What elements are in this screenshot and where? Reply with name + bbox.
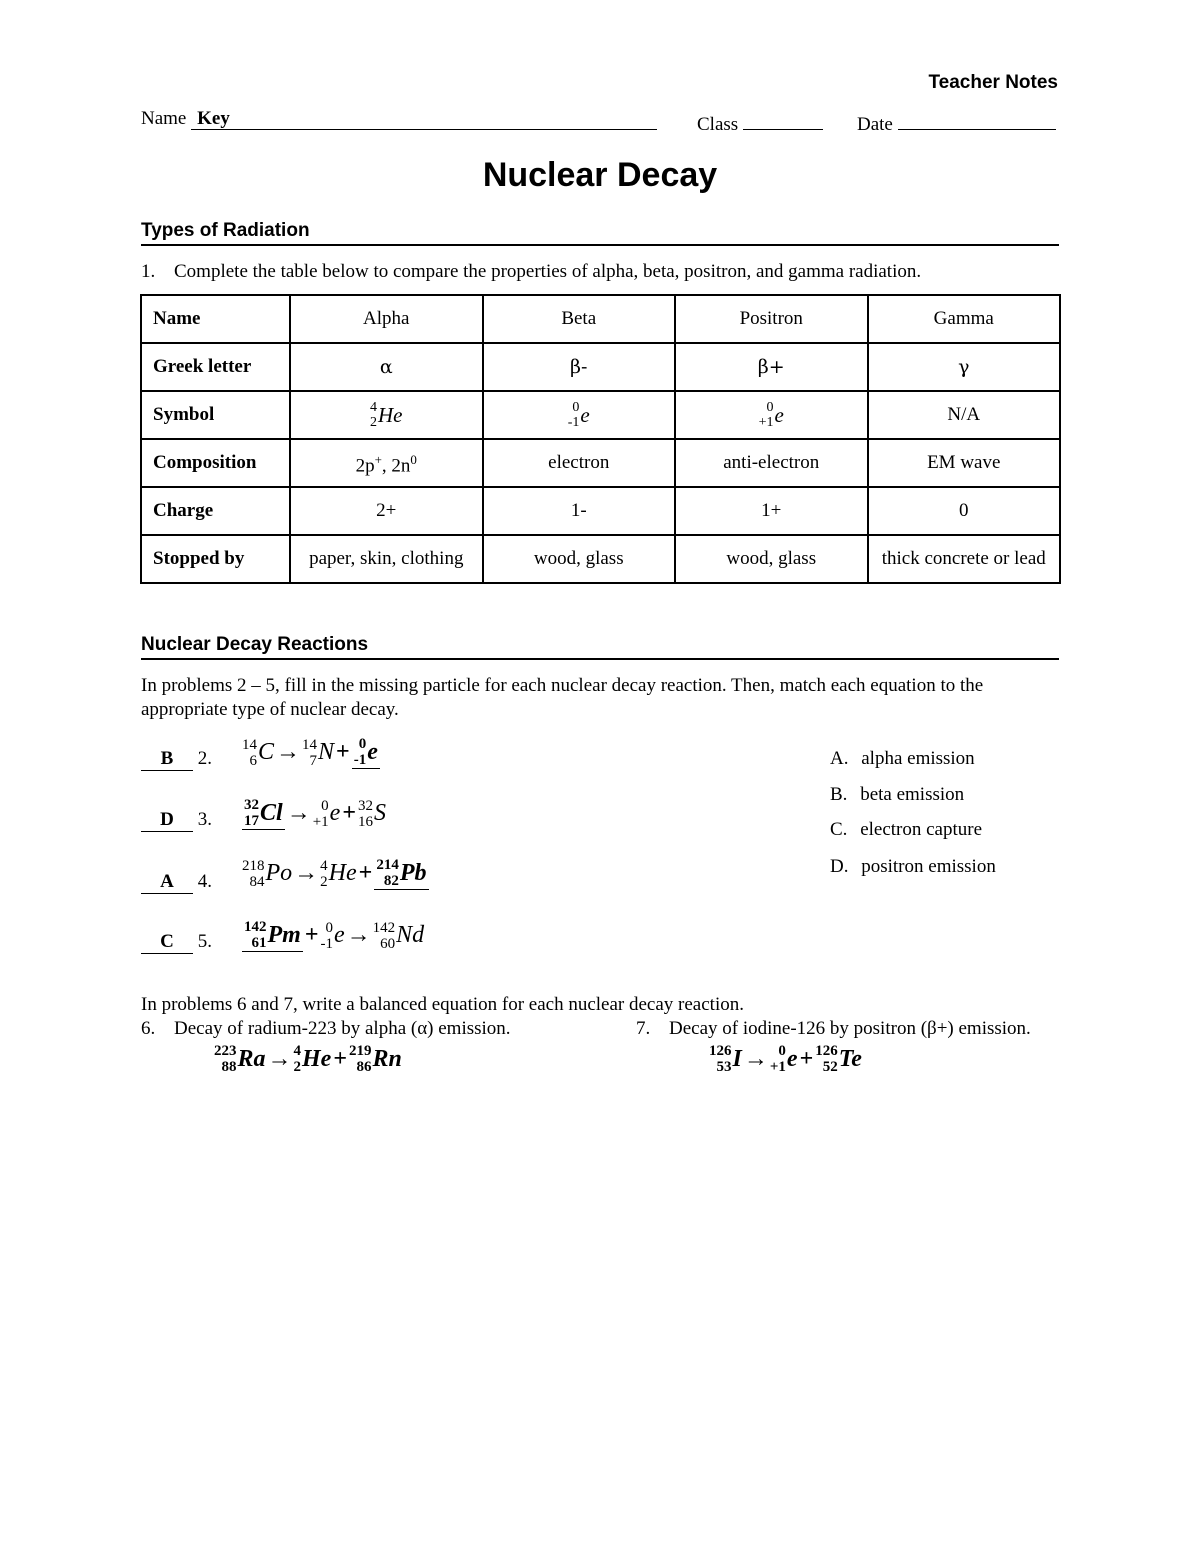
teacher-notes-label: Teacher Notes [928,72,1058,93]
class-field [697,108,823,136]
answer-blank [352,736,380,769]
eq7-product-numbers [815,1043,838,1075]
choice-b [830,784,964,806]
problem-4-answer[interactable]: A [141,871,193,894]
class-label: Class [697,114,739,135]
name-value: Key [197,108,230,129]
table-cell: Positron [675,295,868,343]
eq6-product-symbol: Rn [372,1045,402,1072]
eq6-particle-mass-number: 4 [293,1043,302,1059]
table-row [141,343,1060,391]
lead-214-numbers [376,857,399,889]
eq7-particle-nuclide [770,1043,798,1075]
table-cell: anti-electron [675,439,868,487]
name-input[interactable] [191,108,657,130]
electron-nuclide [321,920,345,952]
composition-protons-charge: + [374,451,382,467]
eq6-product-nuclide [349,1043,402,1075]
symbol-alpha-symbol: He [378,403,403,427]
table-cell: EM wave [868,439,1061,487]
row-header: Composition [141,439,290,487]
helium-4-nuclide [320,858,356,890]
problem-4-number: 4. [197,871,212,892]
question-6-number: 6. [141,1018,156,1039]
chlorine-32-atomic-number: 17 [244,813,259,829]
lead-214-symbol: Pb [399,859,427,886]
eq6-product-atomic-number: 86 [356,1059,372,1075]
question-7 [636,1017,1031,1041]
question-1-number: 1. [141,261,156,282]
equation-5 [242,919,424,952]
choice-d-letter: D. [830,856,849,877]
lead-214-atomic-number: 82 [383,873,399,889]
nitrogen-14-numbers [302,737,317,769]
nitrogen-14-mass-number: 14 [302,736,318,753]
table-cell: Alpha [290,295,483,343]
positron-mass-number: 0 [321,797,329,814]
row-header: Stopped by [141,535,290,583]
eq7-particle-atomic-number: +1 [769,1059,786,1075]
eq6-reactant-mass-number: 223 [214,1043,237,1059]
symbol-positron-nuclide [759,400,784,430]
composition-neutrons-charge: 0 [410,451,417,467]
choice-c [830,819,982,841]
answer-blank [374,857,428,890]
section-heading-types: Types of Radiation [141,220,1059,246]
electron-atomic-number: -1 [320,935,334,952]
eq7-reactant-symbol: I [732,1045,742,1072]
table-cell: 1+ [675,487,868,535]
symbol-beta-symbol: e [580,403,590,427]
nitrogen-14-symbol: N [318,739,335,765]
eq7-product-atomic-number: 52 [822,1059,838,1075]
symbol-positron-numbers [759,400,774,430]
table-cell: N/A [868,391,1061,439]
promethium-142-nuclide [244,919,301,951]
arrow: → [286,800,311,826]
date-field [857,108,1056,136]
symbol-positron-symbol: e [774,403,784,427]
answer-blank [242,797,285,830]
equation-2 [242,736,380,769]
symbol-positron-mass-number: 0 [766,400,774,415]
positron-nuclide [313,798,341,830]
carbon-14-nuclide [242,737,274,769]
choice-a-text: alpha emission [861,748,975,769]
sulfur-32-mass-number: 32 [358,797,373,814]
neodymium-142-symbol: Nd [396,922,425,948]
equation-7 [709,1043,862,1075]
table-row [141,487,1060,535]
table-row [141,439,1060,487]
eq7-reactant-mass-number: 126 [709,1043,732,1059]
problem-3-label [141,809,212,832]
eq6-reactant-atomic-number: 88 [221,1059,237,1075]
answer-blank [242,919,303,952]
problem-3-number: 3. [197,809,212,830]
neodymium-142-nuclide [373,920,425,952]
symbol-alpha-nuclide [370,400,403,430]
name-field [141,108,657,130]
polonium-218-mass-number: 218 [242,857,265,874]
equation-3 [242,797,386,830]
problem-3-answer[interactable]: D [141,809,193,832]
eq6-reactant-nuclide [214,1043,266,1075]
row-header: Symbol [141,391,290,439]
question-1-text: Complete the table below to compare the properties of alpha, beta, positron, and gamma radiation. [174,261,922,282]
choice-d-text: positron emission [861,856,996,877]
polonium-218-atomic-number: 84 [249,873,265,890]
symbol-beta-mass-number: 0 [572,400,580,415]
arrow: → [276,739,301,765]
problem-2-answer[interactable]: B [141,748,193,771]
promethium-142-numbers [244,919,267,951]
table-row [141,535,1060,583]
balanced-intro: In problems 6 and 7, write a balanced equation for each nuclear decay reaction. [141,994,744,1015]
sulfur-32-symbol: S [374,800,386,826]
neodymium-142-atomic-number: 60 [380,935,396,952]
beta-particle-atomic-number: -1 [353,752,367,768]
eq7-reactant-numbers [709,1043,732,1075]
table-cell: Beta [483,295,676,343]
row-header: Greek letter [141,343,290,391]
symbol-alpha-atomic-number: 2 [370,415,377,430]
table-cell: wood, glass [675,535,868,583]
plus: + [358,860,373,886]
arrow: → [743,1045,768,1072]
eq7-product-nuclide [815,1043,862,1075]
table-cell: thick concrete or lead [868,535,1061,583]
helium-4-mass-number: 4 [320,857,328,874]
plus: + [799,1045,814,1072]
row-header: Name [141,295,290,343]
polonium-218-nuclide [242,858,292,890]
chlorine-32-symbol: Cl [260,799,283,826]
neodymium-142-mass-number: 142 [372,919,396,936]
composition-separator: , [381,455,392,477]
carbon-14-mass-number: 14 [242,736,257,753]
symbol-alpha-mass-number: 4 [370,400,377,415]
eq7-reactant-atomic-number: 53 [716,1059,732,1075]
problem-2-label [141,748,212,771]
carbon-14-atomic-number: 6 [249,752,257,769]
beta-particle-nuclide [354,736,378,768]
row-header: Charge [141,487,290,535]
date-input[interactable] [898,108,1056,130]
beta-particle-symbol: e [367,738,378,765]
symbol-beta-numbers [568,400,580,430]
choice-c-letter: C. [830,819,848,840]
choice-b-letter: B. [830,784,848,805]
problem-5-answer[interactable]: C [141,931,193,954]
eq6-product-mass-number: 219 [349,1043,372,1059]
plus: + [342,800,356,826]
promethium-142-mass-number: 142 [244,919,267,935]
eq6-product-numbers [349,1043,372,1075]
eq6-particle-nuclide [294,1043,332,1075]
table-cell [483,391,676,439]
eq7-reactant-nuclide [709,1043,742,1075]
nitrogen-14-atomic-number: 7 [309,752,318,769]
table-cell: β+ [675,343,868,391]
electron-mass-number: 0 [325,919,334,936]
plus: + [336,739,350,765]
arrow: → [267,1045,292,1072]
question-7-text: Decay of iodine-126 by positron (β+) emission. [669,1018,1031,1039]
problem-5-number: 5. [197,931,212,952]
table-cell [675,391,868,439]
helium-4-symbol: He [328,860,357,886]
table-cell: β- [483,343,676,391]
plus: + [304,922,319,948]
choice-c-text: electron capture [860,819,983,840]
composition-protons: 2p [355,455,375,477]
electron-numbers [321,920,334,952]
question-7-number: 7. [636,1018,651,1039]
section-heading-reactions: Nuclear Decay Reactions [141,634,1059,660]
choice-d [830,856,996,878]
eq6-particle-atomic-number: 2 [293,1059,302,1075]
symbol-alpha-numbers [370,400,377,430]
sulfur-32-atomic-number: 16 [358,813,373,830]
positron-numbers [313,798,329,830]
class-input[interactable] [743,108,823,130]
symbol-positron-atomic-number: +1 [758,415,774,430]
symbol-beta-nuclide [568,400,590,430]
symbol-beta-atomic-number: -1 [567,415,580,430]
equation-6 [214,1043,402,1075]
helium-4-atomic-number: 2 [320,873,328,890]
chlorine-32-mass-number: 32 [244,797,259,813]
table-cell: γ [868,343,1061,391]
polonium-218-numbers [242,858,265,890]
name-label: Name [141,108,187,129]
beta-particle-numbers [354,736,367,768]
table-cell: electron [483,439,676,487]
eq6-reactant-symbol: Ra [237,1045,266,1072]
table-cell: wood, glass [483,535,676,583]
lead-214-nuclide [376,857,426,889]
nitrogen-14-nuclide [302,737,334,769]
electron-symbol: e [334,922,345,948]
neodymium-142-numbers [373,920,396,952]
table-cell: 1- [483,487,676,535]
eq6-reactant-numbers [214,1043,237,1075]
table-cell [290,391,483,439]
problem-2-number: 2. [197,748,212,769]
polonium-218-symbol: Po [265,860,293,886]
table-cell: α [290,343,483,391]
eq7-product-mass-number: 126 [815,1043,838,1059]
question-6 [141,1017,511,1041]
positron-symbol: e [329,800,341,826]
radiation-table [140,294,1061,584]
table-cell: Gamma [868,295,1061,343]
eq7-product-symbol: Te [838,1045,862,1072]
choice-a [830,748,975,770]
arrow: → [294,860,319,886]
table-cell [290,439,483,487]
sulfur-32-nuclide [358,798,386,830]
helium-4-numbers [320,858,328,890]
equation-4 [242,857,429,890]
lead-214-mass-number: 214 [376,857,399,873]
beta-particle-mass-number: 0 [358,736,367,752]
table-cell: 0 [868,487,1061,535]
date-label: Date [857,114,893,135]
table-row [141,391,1060,439]
sulfur-32-numbers [358,798,373,830]
arrow: → [346,922,371,948]
plus: + [333,1045,348,1072]
page-title: Nuclear Decay [482,156,718,194]
eq6-particle-symbol: He [302,1045,332,1072]
promethium-142-atomic-number: 61 [251,935,267,951]
eq7-particle-mass-number: 0 [778,1043,786,1059]
table-cell: 2+ [290,487,483,535]
eq7-particle-symbol: e [786,1045,798,1072]
table-row [141,295,1060,343]
question-1 [141,260,921,284]
eq7-particle-numbers [770,1043,786,1075]
composition-neutrons: 2n [391,455,411,477]
question-6-text: Decay of radium-223 by alpha (α) emission. [174,1018,511,1039]
table-cell: paper, skin, clothing [290,535,483,583]
positron-atomic-number: +1 [312,813,329,830]
carbon-14-numbers [242,737,257,769]
eq6-particle-numbers [294,1043,302,1075]
carbon-14-symbol: C [258,739,275,765]
reactions-intro: In problems 2 – 5, fill in the missing particle for each nuclear decay reaction. Then, match each equation to the appropriate type of nuclear decay. [141,675,984,720]
chlorine-32-numbers [244,797,259,829]
choice-a-letter: A. [830,748,849,769]
problem-5-label [141,931,212,954]
choice-b-text: beta emission [860,784,965,805]
promethium-142-symbol: Pm [267,921,301,948]
chlorine-32-nuclide [244,797,283,829]
problem-4-label [141,871,212,894]
